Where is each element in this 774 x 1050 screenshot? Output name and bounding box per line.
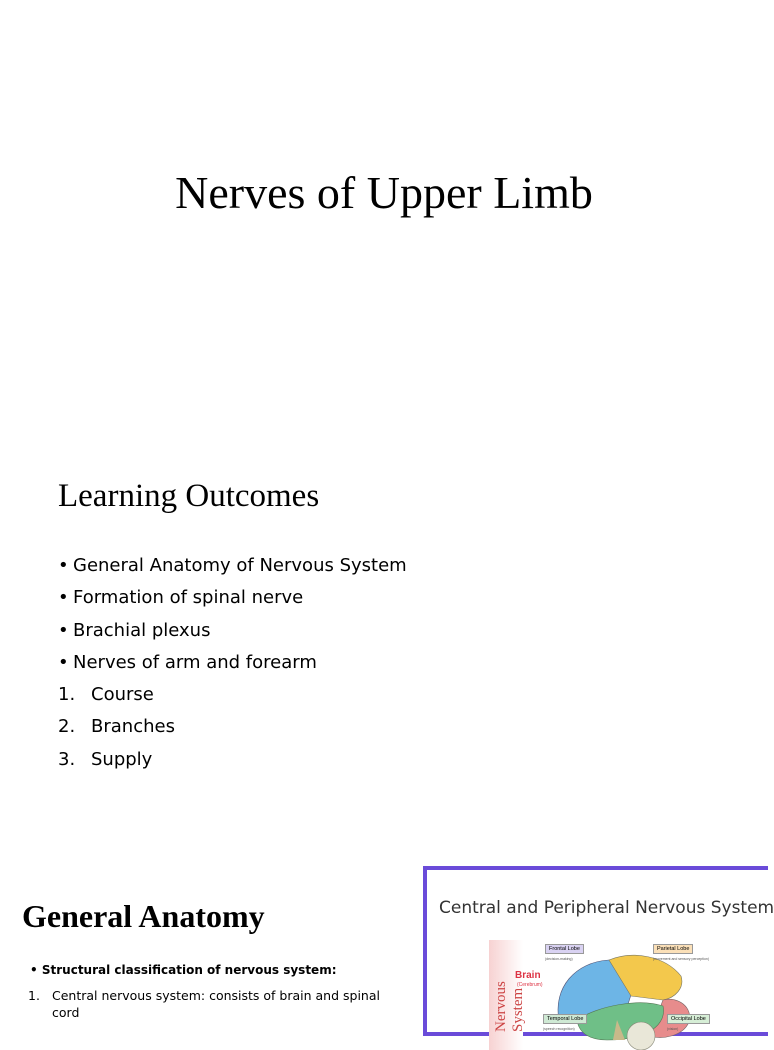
figure-side-label: Nervous System (493, 981, 526, 1032)
cerebellum-shape (627, 1022, 655, 1050)
bullet-icon: • (58, 555, 69, 576)
parietal-lobe-label: Parietal Lobe (653, 944, 693, 954)
frontal-lobe-sublabel: (decision-making) (545, 957, 573, 961)
list-item: • Nerves of arm and forearm (58, 647, 407, 679)
brain-sublabel: (Cerebrum) (517, 982, 543, 988)
list-item: • Brachial plexus (58, 615, 407, 647)
frontal-lobe-label: Frontal Lobe (545, 944, 584, 954)
figure-title: Central and Peripheral Nervous System (439, 898, 774, 918)
nervous-system-figure (423, 866, 774, 1036)
bullet-icon: • (58, 651, 69, 673)
list-item: • Formation of spinal nerve (58, 582, 407, 614)
title-slide (0, 0, 768, 420)
slide-heading: General Anatomy (22, 898, 265, 934)
slide-title: Nerves of Upper Limb (175, 167, 593, 218)
list-item: 1. Course (58, 684, 154, 706)
list-item: 1. Central nervous system: consists of brain and spinal cord (28, 988, 380, 1020)
list-item: 2. Branches (58, 716, 175, 738)
brain-label: Brain (515, 970, 541, 981)
general-anatomy-slide (0, 840, 774, 1032)
temporal-lobe-sublabel: (speech recognition) (543, 1027, 575, 1031)
bullet-icon: • (58, 587, 69, 609)
learning-outcomes-slide (0, 420, 768, 840)
subheading: • Structural classification of nervous system: (30, 963, 337, 977)
occipital-lobe-sublabel: (vision) (667, 1027, 679, 1031)
outcomes-list (58, 550, 407, 776)
brain-illustration (427, 870, 772, 1040)
occipital-lobe-label: Occipital Lobe (667, 1014, 710, 1024)
bullet-icon: • (58, 619, 69, 641)
temporal-lobe-label: Temporal Lobe (543, 1014, 587, 1024)
list-item: 3. Supply (58, 748, 153, 770)
parietal-lobe-sublabel: (movement and sensory perception) (653, 957, 710, 961)
slide-heading: Learning Outcomes (58, 478, 320, 514)
list-item: • General Anatomy of Nervous System (58, 550, 407, 582)
